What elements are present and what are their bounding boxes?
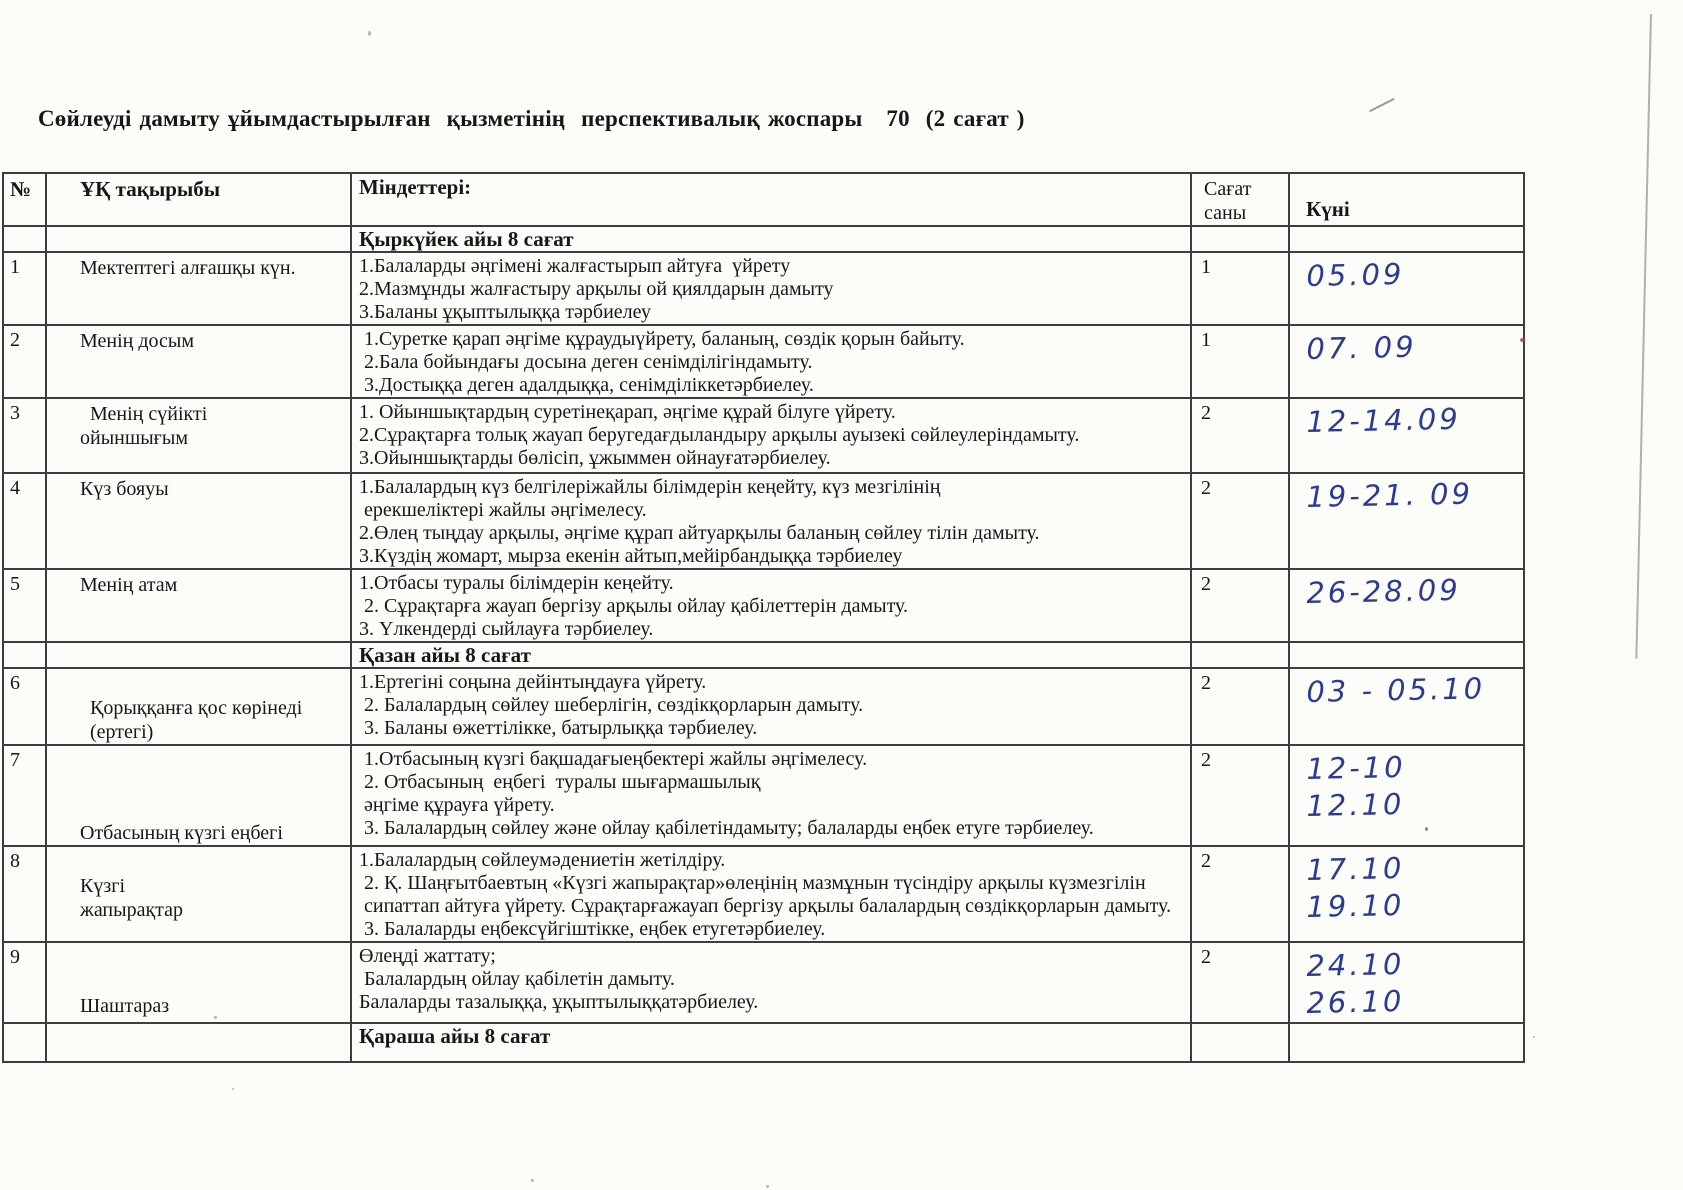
text-line: (ертегі) bbox=[80, 721, 154, 743]
handwritten-date-line: 05.09 bbox=[1306, 256, 1405, 293]
text-line: 3. Үлкендерді сыйлауға тәрбиелеу. bbox=[359, 618, 654, 640]
text-line: 2. Қ. Шаңғытбаевтың «Күзгі жапырақтар»өлеңінің мазмұнын түсіндіру арқылы күзмезгілін bbox=[359, 872, 1146, 894]
text-line: Шаштараз bbox=[80, 995, 170, 1017]
num-cell-empty bbox=[3, 226, 46, 252]
month-section-row bbox=[3, 1023, 1524, 1062]
lesson-topic bbox=[46, 325, 351, 398]
date-cell-empty bbox=[1289, 642, 1524, 668]
text-line: Менің сүйікті bbox=[80, 403, 208, 425]
lesson-date bbox=[1289, 745, 1524, 846]
lesson-tasks bbox=[351, 846, 1191, 942]
lesson-tasks bbox=[351, 398, 1191, 473]
hours-cell-empty bbox=[1191, 1023, 1289, 1062]
lesson-number: 4 bbox=[3, 473, 46, 569]
lesson-row bbox=[3, 252, 1524, 325]
text-line: Қорыққанға қос көрінеді bbox=[80, 697, 303, 719]
lesson-hours: 1 bbox=[1191, 252, 1289, 325]
lesson-tasks bbox=[351, 942, 1191, 1023]
text-line bbox=[80, 749, 346, 773]
text-line: 3.Күздің жомарт, мырза екенін айтып,мейірбандыққа тәрбиелеу bbox=[359, 545, 903, 567]
handwritten-date-line: 12-10 bbox=[1306, 749, 1406, 786]
handwritten-date-line: 07. 09 bbox=[1306, 329, 1417, 366]
month-section-label: Қараша айы 8 сағат bbox=[351, 1023, 1191, 1062]
header-tasks: Міндеттері: bbox=[351, 173, 1191, 226]
lesson-hours: 2 bbox=[1191, 846, 1289, 942]
scan-speck bbox=[1533, 1036, 1535, 1038]
lesson-date bbox=[1289, 398, 1524, 473]
lesson-topic bbox=[46, 569, 351, 642]
lesson-date bbox=[1289, 942, 1524, 1023]
header-num: № bbox=[3, 173, 46, 226]
text-line: 1.Балалардың күз белгілеріжайлы білімдерін кеңейту, күз мезгілінің bbox=[359, 476, 941, 498]
lesson-date bbox=[1289, 325, 1524, 398]
text-line: Күзгі bbox=[80, 875, 125, 897]
lesson-tasks bbox=[351, 569, 1191, 642]
text-line: әңгіме құрауға үйрету. bbox=[359, 794, 555, 816]
text-line: 1.Балалардың сөйлеумәдениетін жетілдіру. bbox=[359, 849, 726, 871]
lesson-hours: 2 bbox=[1191, 745, 1289, 846]
text-line: 1.Отбасының күзгі бақшадағыеңбектері жайлы әңгімелесу. bbox=[359, 748, 868, 770]
scan-speck bbox=[1425, 827, 1428, 831]
lesson-tasks bbox=[351, 745, 1191, 846]
scan-speck bbox=[232, 1088, 234, 1090]
lesson-row bbox=[3, 569, 1524, 642]
handwritten-date-line: 26-28.09 bbox=[1306, 572, 1462, 610]
text-line: Отбасының күзгі еңбегі bbox=[80, 822, 283, 844]
topic-cell-empty bbox=[46, 226, 351, 252]
lesson-hours: 1 bbox=[1191, 325, 1289, 398]
lesson-date bbox=[1289, 569, 1524, 642]
text-line: 2.Бала бойындағы досына деген сенімділігіндамыту. bbox=[359, 351, 813, 373]
lesson-row bbox=[3, 398, 1524, 473]
text-line: 1. Ойыншықтардың суретінеқарап, әңгіме құрай білуге үйрету. bbox=[359, 401, 896, 423]
lesson-topic bbox=[46, 473, 351, 569]
text-line bbox=[80, 773, 346, 797]
text-line: 1.Суретке қарап әңгіме құраудыүйрету, баланың, сөздік қорын байыту. bbox=[359, 328, 965, 350]
lesson-date bbox=[1289, 668, 1524, 745]
lesson-number: 9 bbox=[3, 942, 46, 1023]
text-line: Күз бояуы bbox=[80, 478, 169, 500]
text-line bbox=[80, 672, 346, 696]
handwritten-date-line: 24.10 bbox=[1306, 946, 1405, 983]
num-cell-empty bbox=[3, 1023, 46, 1062]
text-line: 1.Отбасы туралы білімдерін кеңейту. bbox=[359, 572, 674, 594]
handwritten-date-line: 12-14.09 bbox=[1306, 401, 1462, 439]
lesson-row bbox=[3, 745, 1524, 846]
lesson-date bbox=[1289, 846, 1524, 942]
lesson-tasks bbox=[351, 325, 1191, 398]
date-cell-empty bbox=[1289, 1023, 1524, 1062]
text-line bbox=[80, 797, 346, 821]
text-line: 1.Балаларды әңгімені жалғастырып айтуға үйрету bbox=[359, 255, 791, 277]
table-header-row bbox=[3, 173, 1524, 226]
text-line: 2.Мазмұнды жалғастыру арқылы ой қиялдарын дамыту bbox=[359, 278, 834, 300]
lesson-number: 8 bbox=[3, 846, 46, 942]
text-line: 2.Өлең тыңдау арқылы, әңгіме құрап айтуарқылы баланың сөйлеу тілін дамыту. bbox=[359, 522, 1040, 544]
lesson-topic bbox=[46, 398, 351, 473]
handwritten-date-line: 19-21. 09 bbox=[1306, 476, 1474, 514]
handwritten-date-line: 19.10 bbox=[1306, 887, 1405, 924]
handwritten-date-line: 26.10 bbox=[1306, 983, 1405, 1020]
text-line: 1.Ертегіні соңына дейінтыңдауға үйрету. bbox=[359, 671, 707, 693]
text-line: ойыншығым bbox=[80, 427, 188, 449]
lesson-row bbox=[3, 668, 1524, 745]
paper-edge-line bbox=[1635, 14, 1652, 659]
lesson-row bbox=[3, 473, 1524, 569]
text-line: 2. Отбасының еңбегі туралы шығармашылық bbox=[359, 771, 761, 793]
lesson-date bbox=[1289, 252, 1524, 325]
lesson-row bbox=[3, 846, 1524, 942]
header-hours: Сағат саны bbox=[1191, 173, 1289, 226]
month-section-label: Қазан айы 8 сағат bbox=[351, 642, 1191, 668]
scan-speck bbox=[368, 31, 371, 36]
handwritten-date-line: 17.10 bbox=[1306, 850, 1405, 887]
pen-slash-mark bbox=[1369, 98, 1395, 112]
lesson-plan-table bbox=[2, 172, 1525, 1063]
lesson-hours: 2 bbox=[1191, 473, 1289, 569]
lesson-date bbox=[1289, 473, 1524, 569]
lesson-hours: 2 bbox=[1191, 942, 1289, 1023]
lesson-tasks bbox=[351, 668, 1191, 745]
text-line: 3. Балаларды еңбексүйгіштікке, еңбек етугетәрбиелеу. bbox=[359, 918, 826, 940]
lesson-number: 2 bbox=[3, 325, 46, 398]
lesson-topic bbox=[46, 252, 351, 325]
text-line: Өлеңді жаттату; bbox=[359, 945, 496, 967]
hours-cell-empty bbox=[1191, 226, 1289, 252]
month-section-row bbox=[3, 226, 1524, 252]
topic-cell-empty bbox=[46, 642, 351, 668]
lesson-number: 3 bbox=[3, 398, 46, 473]
scan-speck bbox=[531, 1179, 534, 1182]
text-line: Балалардың ойлау қабілетін дамыту. bbox=[359, 968, 675, 990]
lesson-hours: 2 bbox=[1191, 668, 1289, 745]
text-line bbox=[80, 850, 346, 874]
text-line bbox=[80, 970, 346, 994]
text-line: 2. Сұрақтарға жауап бергізу арқылы ойлау қабілеттерін дамыту. bbox=[359, 595, 909, 617]
text-line: 2.Сұрақтарға толық жауап беругедағдыландыру арқылы ауызекі сөйлеулеріндамыту. bbox=[359, 424, 1080, 446]
hours-cell-empty bbox=[1191, 642, 1289, 668]
date-cell-empty bbox=[1289, 226, 1524, 252]
handwritten-date-line: 03 - 05.10 bbox=[1306, 671, 1486, 709]
num-cell-empty bbox=[3, 642, 46, 668]
lesson-hours: 2 bbox=[1191, 398, 1289, 473]
lesson-topic bbox=[46, 942, 351, 1023]
handwritten-date-line: 12.10 bbox=[1306, 786, 1405, 823]
text-line: 3.Достыққа деген адалдыққа, сенімділіккетәрбиелеу. bbox=[359, 374, 814, 396]
text-line: сипаттап айтуға үйрету. Сұрақтарғажауап бергізу арқылы балалардың сөздікқорларын дамыту. bbox=[359, 895, 1172, 917]
lesson-number: 6 bbox=[3, 668, 46, 745]
scan-speck bbox=[766, 1185, 769, 1188]
text-line: ерекшеліктері жайлы әңгімелесу. bbox=[359, 499, 647, 521]
text-line bbox=[80, 946, 346, 970]
lesson-topic bbox=[46, 745, 351, 846]
text-line: Менің досым bbox=[80, 330, 195, 352]
topic-cell-empty bbox=[46, 1023, 351, 1062]
scan-speck bbox=[214, 1016, 217, 1019]
lesson-topic bbox=[46, 668, 351, 745]
text-line: Балаларды тазалыққа, ұқыптылыққатәрбиелеу. bbox=[359, 991, 759, 1013]
lesson-row bbox=[3, 325, 1524, 398]
lesson-tasks bbox=[351, 473, 1191, 569]
lesson-number: 1 bbox=[3, 252, 46, 325]
month-section-row bbox=[3, 642, 1524, 668]
text-line: Мектептегі алғашқы күн. bbox=[80, 257, 296, 279]
text-line: 3. Баланы өжеттілікке, батырлыққа тәрбиелеу. bbox=[359, 717, 758, 739]
text-line: 3. Балалардың сөйлеу және ойлау қабілетіндамыту; балаларды еңбек етуге тәрбиелеу. bbox=[359, 817, 1094, 839]
lesson-number: 7 bbox=[3, 745, 46, 846]
lesson-hours: 2 bbox=[1191, 569, 1289, 642]
header-topic: ҰҚ тақырыбы bbox=[46, 173, 351, 226]
lesson-tasks bbox=[351, 252, 1191, 325]
text-line: 3.Баланы ұқыптылыққа тәрбиелеу bbox=[359, 301, 652, 323]
header-date: Күні bbox=[1289, 173, 1524, 226]
text-line: жапырақтар bbox=[80, 899, 184, 921]
month-section-label: Қыркүйек айы 8 сағат bbox=[351, 226, 1191, 252]
text-line: Менің атам bbox=[80, 574, 178, 596]
red-ink-speck bbox=[1520, 338, 1525, 342]
text-line: 3.Ойыншықтарды бөлісіп, ұжыммен ойнауғатәрбиелеу. bbox=[359, 447, 831, 469]
text-line: 2. Балалардың сөйлеу шеберлігін, сөздікқорларын дамыту. bbox=[359, 694, 864, 716]
lesson-number: 5 bbox=[3, 569, 46, 642]
lesson-row bbox=[3, 942, 1524, 1023]
lesson-topic bbox=[46, 846, 351, 942]
document-title: Сөйлеуді дамыту ұйымдастырылған қызметінің перспективалық жоспары 70 (2 сағат ) bbox=[38, 106, 1025, 131]
